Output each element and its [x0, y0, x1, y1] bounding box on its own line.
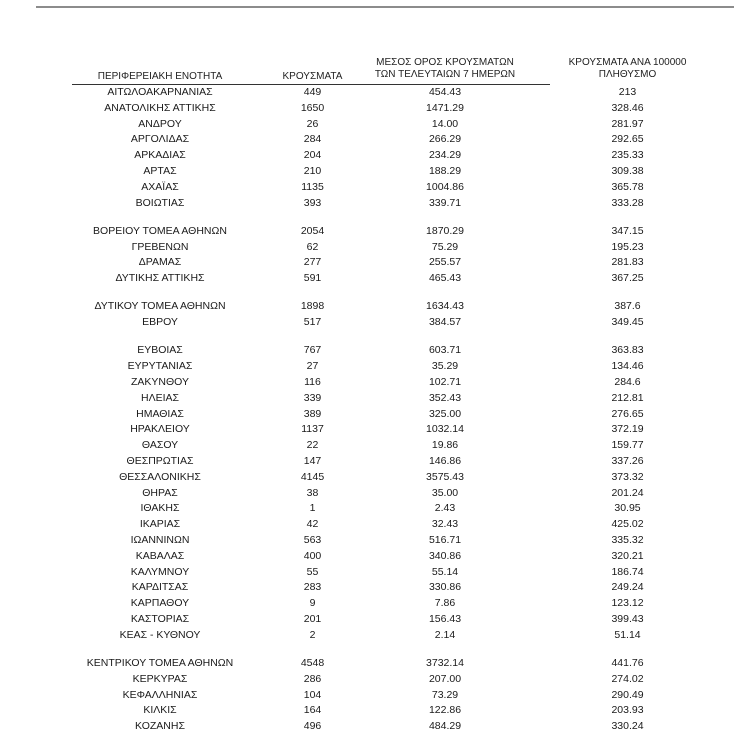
rate-cell: 335.32 [611, 534, 644, 546]
table-row [0, 148, 734, 163]
cases-cell: 591 [303, 272, 322, 285]
region-cell: ΗΜΑΘΙΑΣ [136, 407, 184, 420]
rate-cell: 387.6 [614, 300, 641, 313]
cases-cell: 284 [303, 133, 322, 146]
region-cell: ΙΘΑΚΗΣ [140, 502, 180, 515]
table-row [0, 533, 734, 548]
table-row [0, 656, 734, 671]
table-row [0, 517, 734, 532]
rate-cell: 328.46 [611, 101, 644, 114]
avg-cell: 3575.43 [426, 470, 464, 483]
avg-cell: 325.00 [428, 407, 462, 420]
table-row [0, 486, 734, 501]
cases-cell: 201 [303, 613, 322, 625]
table-row [0, 688, 734, 703]
rate-cell: 372.19 [611, 423, 644, 436]
table-row [0, 85, 734, 100]
region-cell: ΕΥΒΟΙΑΣ [137, 344, 183, 357]
region-cell: ΑΙΤΩΛΟΑΚΑΡΝΑΝΙΑΣ [107, 86, 213, 98]
table-row [0, 672, 734, 687]
table-row [0, 470, 734, 485]
avg-cell: 603.71 [428, 344, 462, 357]
header-rate-line2: ΠΛΗΘΥΣΜΟ [598, 69, 657, 80]
avg-cell: 1032.14 [426, 423, 464, 436]
region-cell: ΖΑΚΥΝΘΟΥ [130, 376, 189, 388]
table-row [0, 454, 734, 469]
table-row [0, 501, 734, 516]
cases-cell: 389 [303, 407, 322, 420]
rate-cell: 292.65 [611, 133, 644, 146]
rate-cell: 203.93 [611, 704, 644, 717]
avg-cell: 73.29 [431, 688, 459, 701]
cases-cell: 204 [303, 149, 322, 162]
rate-cell: 51.14 [614, 628, 641, 641]
cases-cell: 38 [306, 486, 319, 499]
cases-cell: 1898 [300, 300, 325, 313]
avg-cell: 1004.86 [426, 180, 464, 193]
rate-cell: 30.95 [614, 502, 641, 515]
cases-cell: 563 [303, 534, 322, 546]
region-cell: ΚΟΖΑΝΗΣ [135, 720, 185, 733]
header-rate-line1: ΚΡΟΥΣΜΑΤΑ ΑΝΑ 100000 [568, 57, 687, 68]
rate-cell: 281.83 [611, 256, 644, 269]
region-cell: ΘΕΣΣΑΛΟΝΙΚΗΣ [119, 470, 201, 483]
table-row [0, 255, 734, 270]
avg-cell: 384.57 [428, 316, 462, 329]
avg-cell: 35.29 [431, 360, 459, 373]
rate-cell: 309.38 [611, 165, 644, 177]
table-row [0, 549, 734, 564]
rate-cell: 330.24 [611, 720, 644, 733]
rate-cell: 195.23 [611, 240, 644, 253]
region-cell: ΘΕΣΠΡΩΤΙΑΣ [126, 455, 194, 467]
rate-cell: 281.97 [611, 117, 644, 130]
table-row [0, 391, 734, 406]
avg-cell: 465.43 [428, 272, 462, 285]
region-cell: ΕΥΡΥΤΑΝΙΑΣ [127, 360, 193, 373]
avg-cell: 156.43 [428, 613, 462, 625]
header-avg-line2: ΤΩΝ ΤΕΛΕΥΤΑΙΩΝ 7 ΗΜΕΡΩΝ [374, 69, 516, 80]
avg-cell: 340.86 [428, 549, 462, 562]
cases-cell: 26 [306, 117, 319, 130]
avg-cell: 266.29 [428, 133, 462, 146]
table-row [0, 422, 734, 437]
table-row [0, 299, 734, 314]
avg-cell: 75.29 [431, 240, 459, 253]
table-row [0, 180, 734, 195]
cases-cell: 496 [303, 720, 322, 733]
region-cell: ΚΕΑΣ - ΚΥΘΝΟΥ [119, 628, 201, 641]
table-row [0, 719, 734, 734]
region-cell: ΚΕΝΤΡΙΚΟΥ ΤΟΜΕΑ ΑΘΗΝΩΝ [86, 657, 234, 669]
avg-cell: 35.00 [431, 486, 459, 499]
rate-cell: 337.26 [611, 455, 644, 467]
avg-cell: 1634.43 [426, 300, 464, 313]
cases-cell: 27 [306, 360, 319, 373]
rate-cell: 249.24 [611, 581, 644, 594]
rate-cell: 235.33 [611, 149, 644, 162]
cases-cell: 767 [303, 344, 322, 357]
table-row [0, 703, 734, 718]
avg-cell: 255.57 [428, 256, 462, 269]
rate-cell: 441.76 [611, 657, 644, 669]
region-cell: ΒΟΡΕΙΟΥ ΤΟΜΕΑ ΑΘΗΝΩΝ [93, 224, 227, 237]
region-cell: ΑΧΑΪΑΣ [141, 180, 179, 193]
table-row [0, 596, 734, 611]
cases-cell: 449 [303, 86, 322, 98]
header-cases: ΚΡΟΥΣΜΑΤΑ [282, 71, 343, 82]
region-cell: ΚΑΡΔΙΤΣΑΣ [131, 581, 189, 594]
region-cell: ΑΡΚΑΔΙΑΣ [134, 149, 186, 162]
cases-cell: 517 [303, 316, 322, 329]
cases-cell: 1650 [300, 101, 325, 114]
rate-cell: 425.02 [611, 518, 644, 531]
avg-cell: 102.71 [428, 376, 462, 388]
rate-cell: 213 [618, 86, 637, 98]
avg-cell: 32.43 [431, 518, 459, 531]
table-row [0, 343, 734, 358]
region-cell: ΚΑΡΠΑΘΟΥ [130, 597, 190, 610]
avg-cell: 352.43 [428, 391, 462, 404]
region-cell: ΚΕΦΑΛΛΗΝΙΑΣ [122, 688, 198, 701]
cases-cell: 4145 [300, 470, 325, 483]
avg-cell: 122.86 [428, 704, 462, 717]
cases-cell: 1135 [301, 180, 324, 193]
avg-cell: 2.14 [434, 628, 456, 641]
rate-cell: 159.77 [611, 439, 644, 452]
region-cell: ΙΚΑΡΙΑΣ [139, 518, 181, 531]
avg-cell: 234.29 [428, 149, 462, 162]
table-row [0, 407, 734, 422]
cases-cell: 277 [303, 256, 322, 269]
cases-cell: 116 [304, 376, 321, 388]
cases-cell: 2054 [300, 224, 325, 237]
region-cell: ΗΛΕΙΑΣ [140, 391, 179, 404]
rate-cell: 399.43 [611, 613, 644, 625]
rate-cell: 201.24 [611, 486, 644, 499]
region-cell: ΚΑΒΑΛΑΣ [135, 549, 185, 562]
avg-cell: 1870.29 [426, 224, 464, 237]
cases-cell: 210 [303, 165, 322, 177]
region-cell: ΔΥΤΙΚΗΣ ΑΤΤΙΚΗΣ [115, 272, 205, 285]
avg-cell: 1471.29 [426, 101, 464, 114]
avg-cell: 146.86 [428, 455, 462, 467]
rate-cell: 212.81 [611, 391, 644, 404]
cases-cell: 42 [306, 518, 319, 531]
region-cell: ΓΡΕΒΕΝΩΝ [131, 240, 189, 253]
rate-cell: 123.12 [611, 597, 644, 610]
rate-cell: 320.21 [611, 549, 644, 562]
cases-cell: 1 [309, 502, 316, 515]
table-row [0, 580, 734, 595]
table-row [0, 164, 734, 179]
region-cell: ΘΗΡΑΣ [142, 486, 178, 499]
region-cell: ΗΡΑΚΛΕΙΟΥ [130, 423, 190, 436]
region-cell: ΘΑΣΟΥ [141, 439, 179, 452]
region-cell: ΚΑΛΥΜΝΟΥ [130, 565, 190, 578]
table-row [0, 224, 734, 239]
rate-cell: 373.32 [611, 470, 644, 483]
rate-cell: 284.6 [614, 376, 641, 388]
cases-cell: 147 [303, 455, 322, 467]
table-row [0, 359, 734, 374]
rate-cell: 276.65 [611, 407, 644, 420]
avg-cell: 7.86 [434, 597, 456, 610]
region-cell: ΚΙΛΚΙΣ [143, 704, 177, 717]
rate-cell: 347.15 [611, 224, 644, 237]
table-row [0, 612, 734, 627]
region-cell: ΚΕΡΚΥΡΑΣ [132, 672, 188, 685]
cases-cell: 286 [303, 672, 322, 685]
region-cell: ΑΡΓΟΛΙΔΑΣ [130, 133, 190, 146]
cases-cell: 393 [303, 196, 322, 209]
avg-cell: 14.00 [431, 117, 459, 130]
rate-cell: 186.74 [611, 565, 644, 578]
table-row [0, 565, 734, 580]
region-cell: ΑΡΤΑΣ [143, 165, 177, 177]
avg-cell: 19.86 [431, 439, 459, 452]
table-row [0, 375, 734, 390]
table-row [0, 196, 734, 211]
table-row [0, 117, 734, 132]
region-cell: ΑΝΔΡΟΥ [138, 117, 182, 130]
cases-cell: 339 [303, 391, 322, 404]
rate-cell: 367.25 [611, 272, 644, 285]
cases-cell: 55 [306, 565, 319, 578]
table-row [0, 315, 734, 330]
rate-cell: 274.02 [611, 672, 644, 685]
cases-cell: 283 [303, 581, 322, 594]
cases-cell: 62 [306, 240, 319, 253]
avg-cell: 55.14 [431, 565, 459, 578]
region-cell: ΔΥΤΙΚΟΥ ΤΟΜΕΑ ΑΘΗΝΩΝ [94, 300, 226, 313]
region-cell: ΔΡΑΜΑΣ [138, 256, 182, 269]
table-row [0, 438, 734, 453]
table-row [0, 101, 734, 116]
header-avg-line1: ΜΕΣΟΣ ΟΡΟΣ ΚΡΟΥΣΜΑΤΩΝ [376, 57, 514, 68]
cases-cell: 9 [309, 597, 316, 610]
table-row [0, 132, 734, 147]
rate-cell: 333.28 [611, 196, 644, 209]
avg-cell: 330.86 [428, 581, 462, 594]
region-cell: ΕΒΡΟΥ [142, 316, 178, 329]
region-cell: ΙΩΑΝΝΙΝΩΝ [130, 534, 190, 546]
cases-cell: 4548 [300, 657, 325, 669]
cases-cell: 164 [303, 704, 322, 717]
avg-cell: 2.43 [434, 502, 456, 515]
cases-cell: 1137 [301, 423, 324, 436]
rate-cell: 365.78 [611, 180, 644, 193]
region-cell: ΒΟΙΩΤΙΑΣ [135, 196, 185, 209]
avg-cell: 339.71 [428, 196, 462, 209]
rate-cell: 363.83 [611, 344, 644, 357]
cases-cell: 2 [309, 628, 316, 641]
cases-cell: 104 [303, 688, 322, 701]
avg-cell: 484.29 [428, 720, 462, 733]
region-cell: ΑΝΑΤΟΛΙΚΗΣ ΑΤΤΙΚΗΣ [104, 101, 216, 114]
avg-cell: 207.00 [428, 672, 462, 685]
header-region: ΠΕΡΙΦΕΡΕΙΑΚΗ ΕΝΟΤΗΤΑ [97, 71, 223, 82]
table-row [0, 628, 734, 643]
cases-cell: 400 [303, 549, 322, 562]
table-row [0, 271, 734, 286]
avg-cell: 188.29 [428, 165, 462, 177]
cases-cell: 22 [306, 439, 319, 452]
avg-cell: 3732.14 [426, 657, 464, 669]
table-row [0, 240, 734, 255]
rate-cell: 349.45 [611, 316, 644, 329]
rate-cell: 290.49 [611, 688, 644, 701]
region-cell: ΚΑΣΤΟΡΙΑΣ [130, 613, 190, 625]
avg-cell: 454.43 [428, 86, 462, 98]
avg-cell: 516.71 [428, 534, 462, 546]
rate-cell: 134.46 [611, 360, 644, 373]
